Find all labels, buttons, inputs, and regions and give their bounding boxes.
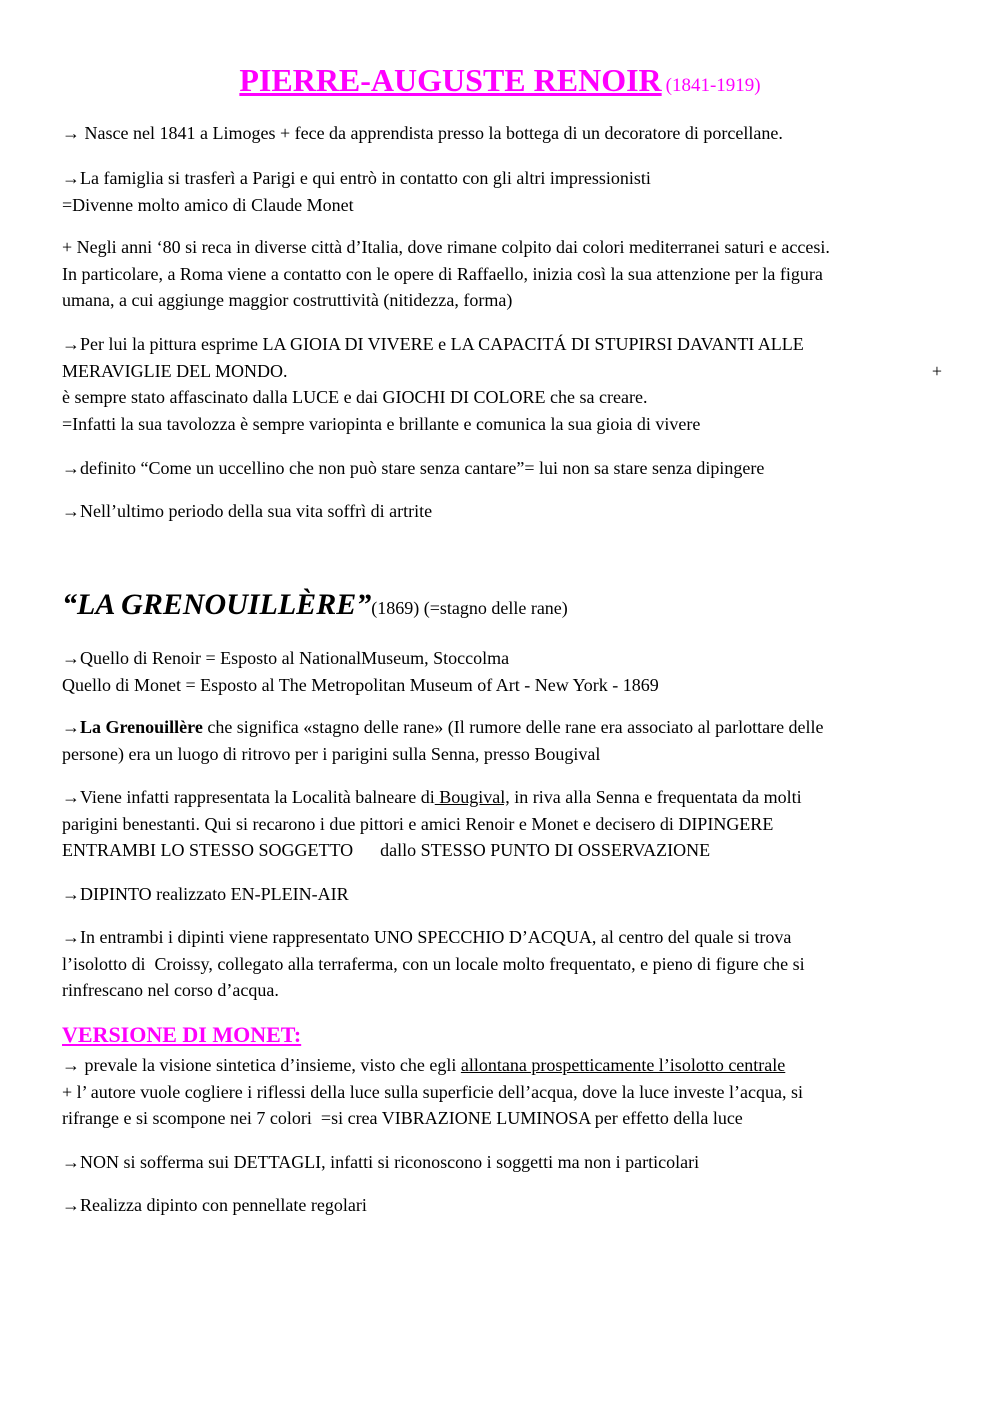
bio-paragraph-3 — [62, 234, 942, 314]
monet-paragraph-3 — [62, 1192, 942, 1219]
section-paragraph-5 — [62, 924, 942, 1004]
text-line: parigini benestanti. Qui si recarono i due pittori e amici Renoir e Monet e decisero di DIPINGERE — [62, 813, 774, 834]
monet-paragraph-1 — [62, 1052, 942, 1132]
text-line — [62, 784, 942, 811]
text-segment: →Viene infatti rappresentata la Località balneare di — [62, 787, 435, 807]
text-segment: → prevale la visione sintetica d’insieme, visto che egli — [62, 1055, 461, 1075]
monet-paragraph-2 — [62, 1149, 942, 1176]
text-line: rifrange e si scompone nei 7 colori =si crea VIBRAZIONE LUMINOSA per effetto della luce — [62, 1108, 743, 1128]
title-name: PIERRE-AUGUSTE RENOIR — [239, 62, 662, 98]
monet-heading: VERSIONE DI MONET: — [62, 1022, 302, 1047]
section-heading — [62, 588, 568, 622]
text-line: →definito “Come un uccellino che non può stare senza cantare”= lui non sa stare senza dipingere — [62, 458, 765, 478]
text-line: →La famiglia si trasferì a Parigi e qui entrò in contatto con gli altri impressionisti — [62, 168, 651, 188]
section-paragraph-4 — [62, 881, 942, 908]
text-line — [62, 714, 942, 741]
text-line: persone) era un luogo di ritrovo per i parigini sulla Senna, presso Bougival — [62, 743, 601, 764]
section-paragraph-2 — [62, 714, 942, 767]
text-segment: che significa «stagno delle rane» (Il rumore delle rane era associato al parlottare delle — [202, 717, 824, 737]
section-date: (1869) (=stagno delle rane) — [371, 598, 568, 618]
text-line: + Negli anni ‘80 si reca in diverse città d’Italia, dove rimane colpito dai colori mediterranei saturi e accesi. — [62, 237, 830, 257]
underlined-term: allontana prospetticamente l’isolotto centrale — [460, 1055, 786, 1075]
text-line: In particolare, a Roma viene a contatto con le opere di Raffaello, inizia così la sua attenzione per la figura — [62, 263, 823, 284]
bio-paragraph-5 — [62, 455, 942, 482]
text-line — [62, 358, 942, 385]
text-line: =Divenne molto amico di Claude Monet — [62, 194, 354, 215]
text-line: →NON si sofferma sui DETTAGLI, infatti si riconoscono i soggetti ma non i particolari — [62, 1152, 700, 1172]
text-line: + l’ autore vuole cogliere i riflessi della luce sulla superficie dell’acqua, dove la luce investe l’acqua, si — [62, 1081, 804, 1102]
bio-paragraph-2 — [62, 165, 942, 218]
text-line: umana, a cui aggiunge maggior costruttività (nitidezza, forma) — [62, 290, 513, 310]
text-line: →Nell’ultimo periodo della sua vita soffrì di artrite — [62, 501, 433, 521]
text-line: =Infatti la sua tavolozza è sempre variopinta e brillante e comunica la sua gioia di vivere — [62, 413, 701, 434]
text-line: →Quello di Renoir = Esposto al NationalMuseum, Stoccolma — [62, 648, 510, 668]
section-title: “LA GRENOUILLÈRE” — [62, 588, 372, 621]
bio-paragraph-4 — [62, 331, 942, 437]
text-line: Quello di Monet = Esposto al The Metropolitan Museum of Art - New York - 1869 — [62, 674, 659, 695]
title-dates: (1841-1919) — [665, 75, 761, 96]
text-line: è sempre stato affascinato dalla LUCE e dai GIOCHI DI COLORE che sa creare. — [62, 387, 648, 407]
text-segment: MERAVIGLIE DEL MONDO. — [62, 360, 288, 381]
text-line: →DIPINTO realizzato EN-PLEIN-AIR — [62, 884, 349, 904]
bio-paragraph-1 — [62, 120, 942, 147]
bio-paragraph-6 — [62, 498, 942, 525]
plus-sign: + — [931, 360, 942, 381]
document-title — [0, 62, 1000, 99]
text-line: l’isolotto di Croissy, collegato alla terraferma, con un locale molto frequentato, e pieno di figure che si — [62, 953, 805, 974]
text-segment: in riva alla Senna e frequentata da molti — [509, 787, 802, 807]
section-paragraph-1 — [62, 645, 942, 698]
text-line: →Per lui la pittura esprime LA GIOIA DI VIVERE e LA CAPACITÁ DI STUPIRSI DAVANTI ALLE — [62, 334, 804, 354]
text-line: rinfrescano nel corso d’acqua. — [62, 980, 279, 1000]
text-line: →In entrambi i dipinti viene rappresentato UNO SPECCHIO D’ACQUA, al centro del quale si trova — [62, 927, 792, 947]
arrow-glyph: → — [62, 717, 80, 737]
text-line: →Realizza dipinto con pennellate regolari — [62, 1195, 367, 1215]
text-line: ENTRAMBI LO STESSO SOGGETTO dallo STESSO PUNTO DI OSSERVAZIONE — [62, 840, 711, 860]
text-line — [62, 1052, 942, 1079]
underlined-term: Bougival, — [434, 787, 510, 807]
bold-term: La Grenouillère — [80, 717, 203, 737]
text-line: → Nasce nel 1841 a Limoges + fece da apprendista presso la bottega di un decoratore di porcellane. — [62, 123, 783, 143]
section-paragraph-3 — [62, 784, 942, 864]
